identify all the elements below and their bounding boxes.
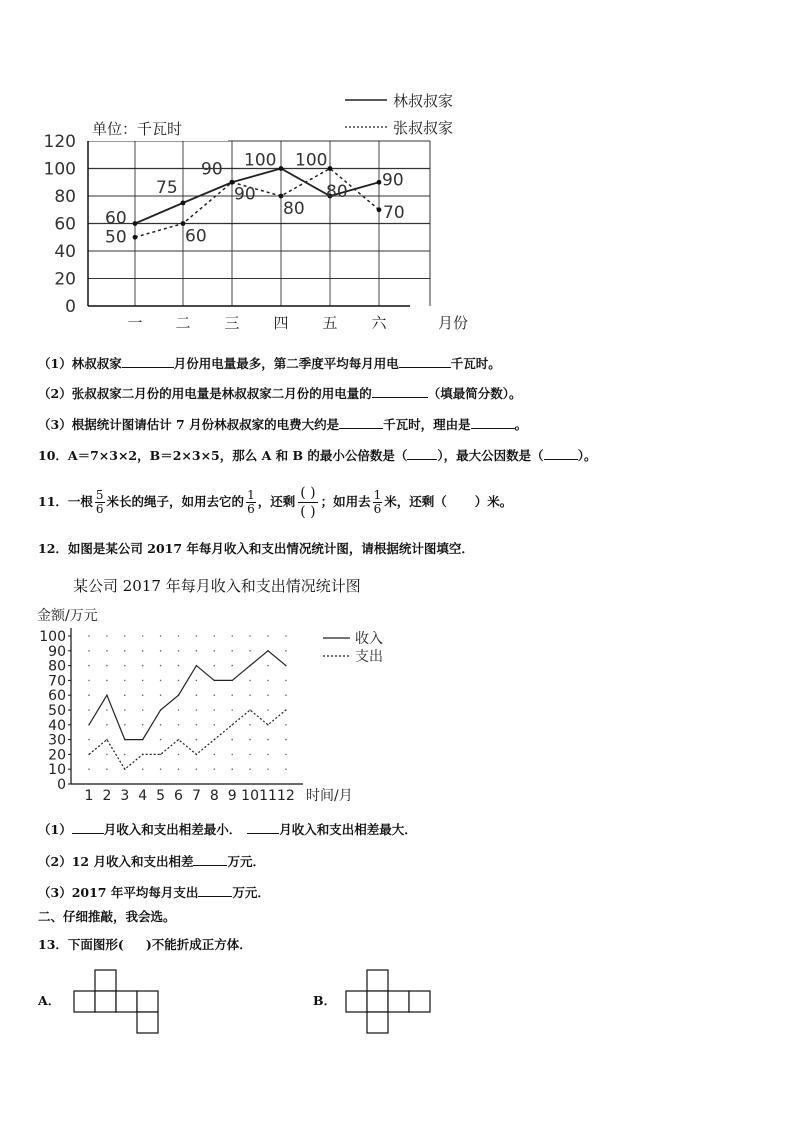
grid-dot (88, 694, 90, 696)
option-b-cube-net[interactable] (344, 968, 434, 1036)
grid-dot (214, 650, 216, 652)
grid-dot (267, 768, 269, 770)
y-tick-labels (44, 132, 76, 317)
grid-dot (160, 739, 162, 741)
grid-dot (249, 680, 251, 682)
grid-dot (124, 709, 126, 711)
y-tick-label: 10 (48, 762, 66, 779)
x-tick-label: 10 (241, 788, 260, 804)
legend-label-expense: 支出 (355, 649, 383, 665)
frac3-numerator: 1 (373, 488, 382, 502)
q12-part2-text-a: （2）12 月收入和支出相差 (38, 854, 194, 869)
grid-dot (196, 694, 198, 696)
answer-numerator-paren: ( ) (300, 485, 316, 501)
q12-part1-blank2[interactable] (247, 821, 279, 834)
grid-dot (106, 739, 108, 741)
frac1-denominator: 6 (95, 502, 104, 516)
option-a-label: A． (38, 993, 61, 1008)
grid-dot (231, 754, 233, 756)
grid-dot (196, 724, 198, 726)
x-tick-label: 7 (191, 788, 201, 804)
grid-dot (106, 665, 108, 667)
data-labels (105, 151, 405, 248)
grid-dot (214, 754, 216, 756)
grid-dot (88, 709, 90, 711)
q9-part2-blank[interactable] (372, 385, 428, 398)
grid-dot (231, 739, 233, 741)
grid-dot (178, 650, 180, 652)
data-label: 80 (283, 199, 305, 219)
q12-part1 (38, 821, 417, 838)
data-label: 60 (185, 226, 207, 247)
data-point (279, 194, 284, 199)
q9-part1 (38, 355, 501, 372)
data-label: 90 (201, 159, 223, 180)
y-tick-label: 20 (48, 747, 66, 764)
grid-dot (285, 635, 287, 637)
legend-label-lin: 林叔叔家 (393, 92, 454, 110)
grid-dot (196, 635, 198, 637)
q11 (38, 481, 512, 523)
q9-part3-blank1[interactable] (339, 416, 383, 429)
grid-dot (249, 694, 251, 696)
data-point (377, 180, 382, 185)
grid-dot (249, 739, 251, 741)
x-tick-label: 4 (138, 788, 148, 804)
grid-dot (142, 709, 144, 711)
q10-blank-gcd[interactable] (544, 447, 578, 460)
grid-dot (231, 709, 233, 711)
q10-text-a: 10．A＝7×3×2，B＝2×3×5，那么 A 和 B 的最小公倍数是（ (38, 448, 408, 463)
grid-dot (160, 635, 162, 637)
q12-part1-blank1[interactable] (72, 821, 104, 834)
grid-dot (124, 665, 126, 667)
q9-part2-text-a: （2）张叔叔家二月份的用电量是林叔叔家二月份的用电量的 (38, 386, 372, 401)
grid-dot (249, 650, 251, 652)
x-tick-label: 5 (156, 788, 166, 804)
x-tick-label: 五 (322, 314, 338, 332)
fraction-one-sixth-meter (373, 489, 383, 516)
data-point (181, 200, 186, 205)
grid-dot (160, 650, 162, 652)
y-tick-label: 100 (43, 159, 76, 180)
q11-text-b: 米长的绳子，如用去它的 (106, 494, 245, 509)
y-tick-label: 120 (43, 132, 76, 152)
q12-part1-text-b: 月收入和支出相差最小． (103, 822, 242, 837)
q12-part3-text-a: （3）2017 年平均每月支出 (38, 885, 199, 900)
x-tick-label: 一 (127, 314, 143, 332)
grid-dot (214, 724, 216, 726)
grid-dot (106, 724, 108, 726)
grid-dot (214, 709, 216, 711)
q11-text-e: 米，还剩（ (384, 494, 447, 509)
q9-part2-text-b: （填最简分数）。 (427, 386, 522, 401)
grid-dot (214, 768, 216, 770)
frac3-denominator: 6 (373, 502, 382, 516)
q9-part3-blank2[interactable] (471, 416, 515, 429)
y-tick-label: 90 (48, 643, 66, 660)
grid-dot (214, 665, 216, 667)
data-label: 60 (105, 208, 127, 229)
x-tick-labels (127, 314, 387, 332)
grid-dot (267, 665, 269, 667)
grid-dot (106, 754, 108, 756)
q9-part1-blank1[interactable] (122, 355, 174, 368)
x-tick-label: 8 (209, 788, 219, 804)
grid-dot (160, 724, 162, 726)
q9-part3-text-c: 。 (514, 417, 528, 432)
q12-part2-text-b: 万元． (227, 854, 265, 869)
grid-dot (231, 665, 233, 667)
grid-dot (124, 680, 126, 682)
x-tick-label: 四 (273, 314, 289, 332)
grid-dot (249, 709, 251, 711)
grid-dot (231, 694, 233, 696)
grid-dot (160, 754, 162, 756)
frac2-denominator: 6 (247, 502, 255, 516)
grid-dot (178, 709, 180, 711)
series-line-income (89, 651, 286, 740)
q9-part2 (38, 385, 521, 402)
series-line-expense (89, 710, 286, 769)
grid-dot (160, 694, 162, 696)
q9-part3-text-b: 千瓦时，理由是 (383, 417, 471, 432)
y-tick-label: 40 (48, 717, 66, 734)
grid-dot (196, 739, 198, 741)
grid-dot (285, 650, 287, 652)
grid-dot (124, 694, 126, 696)
grid-dot (124, 650, 126, 652)
grid-dot (231, 768, 233, 770)
data-point (133, 235, 138, 240)
grid-dot (267, 635, 269, 637)
grid-dot (160, 680, 162, 682)
legend-label-zhang: 张叔叔家 (393, 119, 454, 137)
grid-dot (178, 635, 180, 637)
grid-dot (88, 739, 90, 741)
grid-dot (142, 665, 144, 667)
electricity-line-chart (0, 85, 794, 340)
grid-dot (106, 768, 108, 770)
data-point (279, 166, 284, 171)
grid-dot (214, 635, 216, 637)
grid-dot (88, 635, 90, 637)
x-tick-label: 6 (174, 788, 183, 804)
chart2-title: 某公司 2017 年每月收入和支出情况统计图 (73, 577, 361, 595)
grid-dot (249, 724, 251, 726)
x-tick-label: 12 (276, 788, 295, 804)
y-tick-label: 50 (48, 703, 66, 719)
grid-dot (267, 680, 269, 682)
data-point (181, 221, 186, 226)
grid-dot (196, 768, 198, 770)
q11-text-c: ，还剩 (257, 494, 296, 509)
grid-dot (267, 739, 269, 741)
data-label: 50 (105, 227, 127, 248)
q11-text-a: 11．一根 (38, 494, 93, 509)
grid-dot (106, 680, 108, 682)
q13-text-a: 13．下面图形( (38, 937, 124, 952)
y-tick-label: 20 (54, 269, 76, 290)
x-axis-label: 月份 (438, 314, 469, 332)
y-tick-label: 40 (54, 242, 76, 262)
grid-dot (267, 709, 269, 711)
data-label: 70 (383, 202, 405, 223)
grid-dot (142, 650, 144, 652)
grid-dot (178, 680, 180, 682)
grid-dot (106, 635, 108, 637)
q12-part2 (38, 853, 265, 870)
grid-dot (285, 739, 287, 741)
q9-part1-text-c: 千瓦时。 (450, 356, 501, 371)
q12-part3-text-b: 万元． (232, 885, 270, 900)
q9-part1-blank2[interactable] (399, 355, 451, 368)
grid-dot (178, 768, 180, 770)
grid-dot (88, 680, 90, 682)
data-point (133, 221, 138, 226)
grid-dot (285, 754, 287, 756)
q10-blank-lcm[interactable] (407, 447, 437, 460)
grid-dot (267, 754, 269, 756)
grid-dot (88, 650, 90, 652)
x-tick-label: 六 (371, 314, 387, 332)
grid-dot (124, 754, 126, 756)
grid-dot (178, 754, 180, 756)
grid-dot (142, 635, 144, 637)
x-tick-label: 3 (120, 788, 130, 804)
y-tick-label: 80 (48, 658, 66, 675)
grid-dot (142, 768, 144, 770)
grid-dot (142, 680, 144, 682)
fraction-one-sixth (246, 489, 256, 516)
fraction-five-sixths (95, 489, 105, 516)
q10-text-b: ），最大公因数是（ (437, 448, 544, 463)
x-axis-label: 时间/月 (306, 788, 353, 804)
y-tick-label: 0 (57, 777, 66, 793)
grid-dot (249, 635, 251, 637)
section2-heading: 二、仔细推敲，我会选。 (38, 909, 176, 924)
grid-dot (88, 665, 90, 667)
data-label: 90 (382, 170, 404, 191)
q11-text-f: ）米。 (474, 494, 513, 509)
q9-part3 (38, 416, 527, 433)
y-tick-label: 60 (54, 214, 76, 235)
grid-dot (160, 665, 162, 667)
grid-dot (124, 724, 126, 726)
y-tick-label: 70 (48, 673, 66, 690)
grid-dot (285, 768, 287, 770)
data-point (328, 166, 333, 171)
x-tick-label: 9 (227, 788, 237, 804)
y-tick-label: 80 (54, 187, 76, 207)
q9-part1-text-a: （1）林叔叔家 (38, 356, 122, 371)
q12-part1-text-c: 月收入和支出相差最大． (279, 822, 417, 837)
data-label: 100 (244, 150, 277, 171)
data-label: 90 (234, 184, 256, 205)
y-axis-label: 金额/万元 (37, 608, 98, 624)
grid-dot (178, 665, 180, 667)
q12-intro: 12．如图是某公司 2017 年每月收入和支出情况统计图，请根据统计图填空． (38, 541, 474, 556)
grid-dot (249, 768, 251, 770)
grid-dot (214, 694, 216, 696)
grid-dot (196, 680, 198, 682)
frac1-numerator: 5 (95, 488, 104, 502)
q12-part3-blank[interactable] (198, 884, 232, 897)
grid-dot (231, 635, 233, 637)
data-label: 75 (156, 177, 178, 198)
grid-dot (267, 694, 269, 696)
y-tick-label: 30 (48, 732, 66, 749)
grid-dot (124, 635, 126, 637)
q11-text-d: ；如用去 (320, 494, 371, 509)
q12-part3 (38, 884, 270, 901)
option-a-cube-net[interactable] (72, 968, 162, 1034)
q10 (38, 447, 596, 464)
x-tick-labels (85, 788, 295, 804)
q13 (38, 937, 252, 953)
q10-text-c: ）。 (577, 448, 597, 463)
series-lines (89, 651, 286, 769)
grid-dot (142, 724, 144, 726)
answer-denominator-paren: ( ) (300, 504, 316, 520)
unit-label: 单位：千瓦时 (92, 120, 183, 138)
q12-part2-blank[interactable] (193, 853, 227, 866)
q13-text-b: )不能折成正方体． (145, 937, 252, 952)
y-tick-labels (39, 629, 71, 793)
grid-dot (142, 694, 144, 696)
x-tick-label: 11 (259, 788, 277, 804)
chart-dot-grid (88, 635, 287, 770)
q12-part1-text-a: （1） (38, 822, 72, 837)
frac2-numerator: 1 (247, 488, 255, 502)
answer-fraction-blank[interactable] (298, 484, 317, 521)
grid-dot (285, 680, 287, 682)
x-tick-label: 三 (224, 314, 240, 332)
grid-dot (285, 724, 287, 726)
grid-dot (106, 650, 108, 652)
y-tick-label: 60 (48, 688, 66, 705)
grid-dot (231, 650, 233, 652)
grid-dot (106, 709, 108, 711)
x-tick-label: 2 (102, 788, 112, 804)
grid-dot (196, 709, 198, 711)
y-tick-label: 0 (65, 297, 76, 317)
data-point (377, 207, 382, 212)
x-tick-label: 二 (175, 314, 191, 332)
grid-dot (160, 768, 162, 770)
data-label: 100 (295, 150, 328, 171)
q9-part1-text-b: 月份用电量最多，第二季度平均每月用电 (173, 356, 399, 371)
option-b-label: B． (313, 993, 337, 1008)
income-expense-line-chart (0, 600, 794, 810)
grid-dot (285, 694, 287, 696)
legend-label-income: 收入 (355, 631, 383, 647)
x-tick-label: 1 (84, 788, 94, 804)
grid-dot (178, 724, 180, 726)
grid-dot (196, 650, 198, 652)
grid-dot (249, 754, 251, 756)
q9-part3-text-a: （3）根据统计图请估计 7 月份林叔叔家的电费大约是 (38, 417, 340, 432)
grid-dot (88, 768, 90, 770)
data-label: 80 (326, 182, 348, 202)
y-tick-label: 100 (39, 629, 66, 645)
